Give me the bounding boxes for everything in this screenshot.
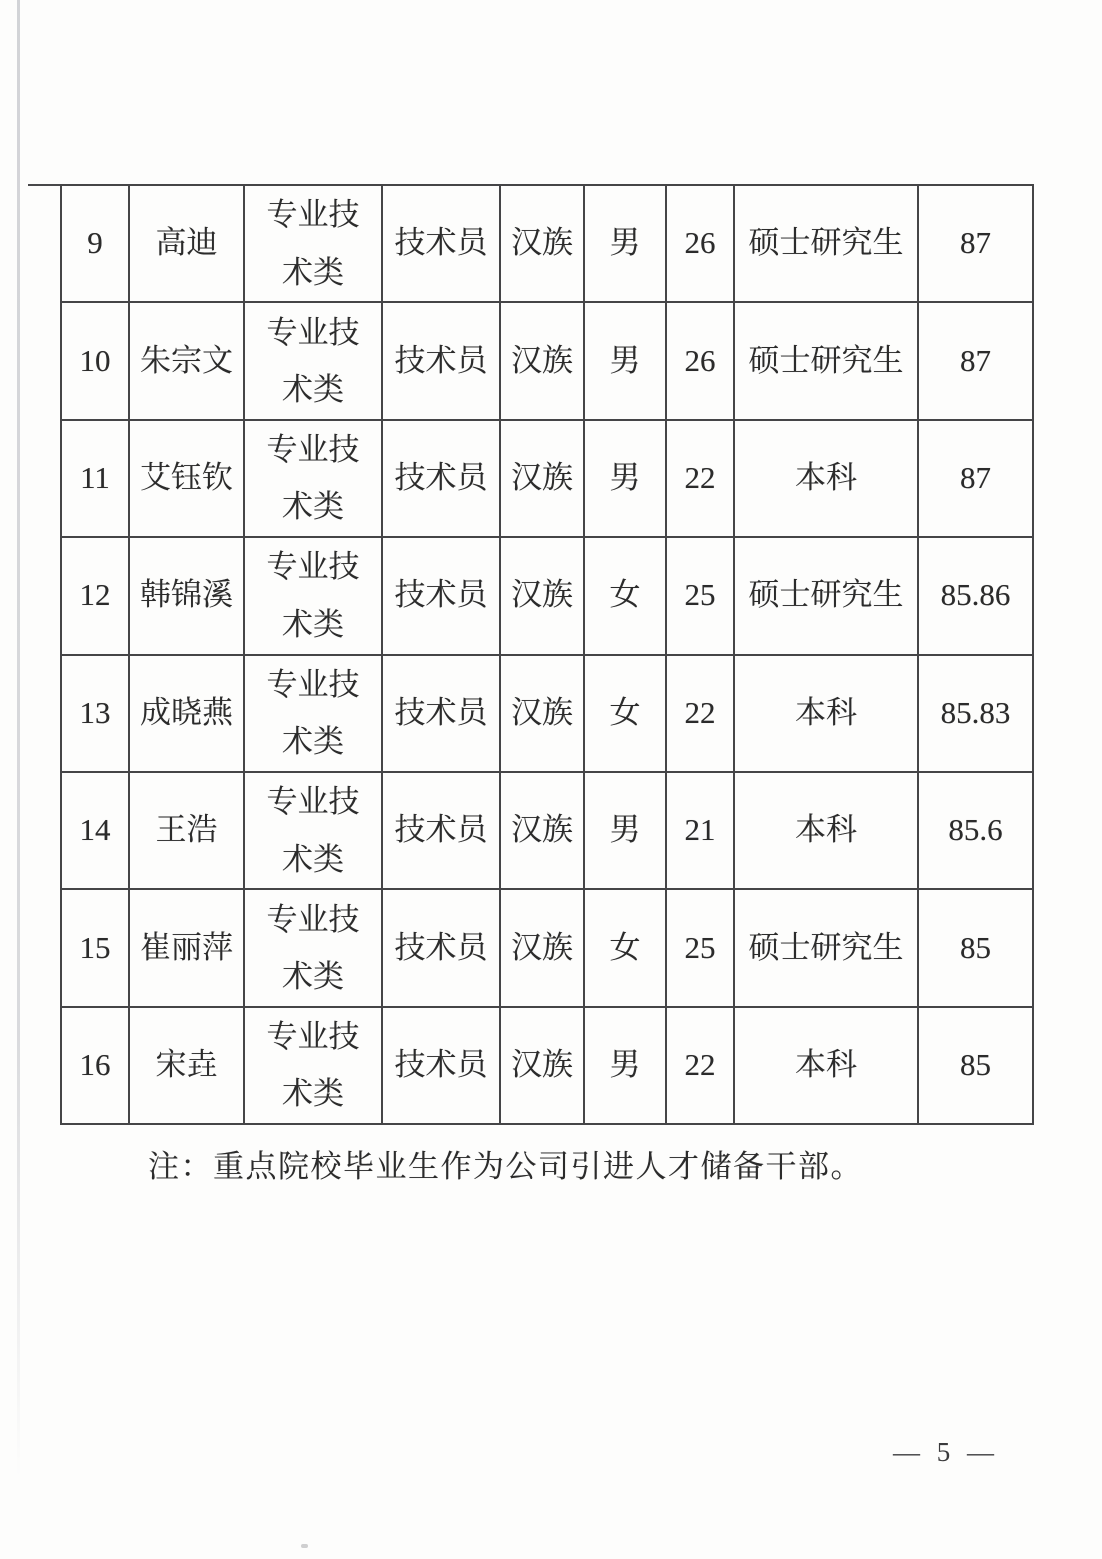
cell-category-text: 专业技术类 (266, 549, 360, 642)
cell-education: 硕士研究生 (734, 302, 918, 419)
cell-gender: 女 (584, 889, 666, 1006)
cell-age: 25 (666, 889, 734, 1006)
cell-ethnicity: 汉族 (500, 537, 584, 654)
cell-score: 87 (918, 420, 1033, 537)
cell-category-text: 专业技术类 (266, 432, 360, 525)
cell-category (244, 655, 382, 772)
table-row (61, 655, 1033, 772)
cell-name: 艾钰钦 (129, 420, 244, 537)
cell-education: 硕士研究生 (734, 889, 918, 1006)
cell-gender: 男 (584, 185, 666, 302)
scan-artifact-line (17, 0, 20, 1478)
cell-ethnicity: 汉族 (500, 420, 584, 537)
cell-category-text: 专业技术类 (266, 314, 360, 408)
cell-category (244, 420, 382, 537)
cell-ethnicity: 汉族 (500, 772, 584, 889)
table-row (61, 302, 1033, 419)
cell-category-text: 专业技术类 (266, 784, 360, 877)
cell-category (244, 889, 382, 1006)
cell-ethnicity: 汉族 (500, 1007, 584, 1124)
cell-gender: 男 (584, 302, 666, 419)
cell-serial-number: 10 (61, 302, 129, 419)
cell-category (244, 772, 382, 889)
cell-category (244, 185, 382, 302)
footnote: 注：重点院校毕业生作为公司引进人才储备干部。 (148, 1149, 863, 1184)
cell-age: 22 (666, 655, 734, 772)
cell-ethnicity: 汉族 (500, 302, 584, 419)
cell-score: 85 (918, 1007, 1033, 1124)
scan-speck (301, 1544, 308, 1548)
cell-age: 21 (666, 772, 734, 889)
cell-education: 硕士研究生 (734, 185, 918, 302)
cell-gender: 女 (584, 655, 666, 772)
cell-name: 宋垚 (129, 1007, 244, 1124)
cell-serial-number: 16 (61, 1007, 129, 1124)
cell-education: 本科 (734, 772, 918, 889)
cell-name: 崔丽萍 (129, 889, 244, 1006)
cell-education: 本科 (734, 420, 918, 537)
cell-category-text: 专业技术类 (266, 666, 360, 760)
cell-gender: 男 (584, 420, 666, 537)
cell-ethnicity: 汉族 (500, 185, 584, 302)
cell-serial-number: 15 (61, 889, 129, 1006)
cell-ethnicity: 汉族 (500, 889, 584, 1006)
cell-category-text: 专业技术类 (266, 901, 360, 994)
cell-education: 本科 (734, 1007, 918, 1124)
cell-education: 本科 (734, 655, 918, 772)
cell-position: 技术员 (382, 420, 500, 537)
cell-serial-number: 11 (61, 420, 129, 537)
cell-education: 硕士研究生 (734, 537, 918, 654)
cell-score: 85 (918, 889, 1033, 1006)
table-row (61, 420, 1033, 537)
table-row (61, 889, 1033, 1006)
cell-name: 韩锦溪 (129, 537, 244, 654)
table-row (61, 772, 1033, 889)
cell-gender: 女 (584, 537, 666, 654)
page-number: — 5 — (893, 1437, 999, 1467)
cell-age: 22 (666, 1007, 734, 1124)
cell-serial-number: 14 (61, 772, 129, 889)
table-row (61, 537, 1033, 654)
table-row (61, 185, 1033, 302)
cell-age: 22 (666, 420, 734, 537)
cell-name: 高迪 (129, 185, 244, 302)
cell-score: 85.6 (918, 772, 1033, 889)
cell-score: 85.86 (918, 537, 1033, 654)
cell-position: 技术员 (382, 537, 500, 654)
cell-position: 技术员 (382, 185, 500, 302)
cell-score: 87 (918, 302, 1033, 419)
cell-ethnicity: 汉族 (500, 655, 584, 772)
cell-gender: 男 (584, 772, 666, 889)
cell-position: 技术员 (382, 889, 500, 1006)
table-row (61, 1007, 1033, 1124)
cell-gender: 男 (584, 1007, 666, 1124)
cell-category (244, 302, 382, 419)
cell-category-text: 专业技术类 (266, 197, 360, 290)
cell-position: 技术员 (382, 655, 500, 772)
cell-age: 26 (666, 185, 734, 302)
cell-position: 技术员 (382, 302, 500, 419)
cell-category (244, 537, 382, 654)
cell-category (244, 1007, 382, 1124)
cell-name: 朱宗文 (129, 302, 244, 419)
cell-serial-number: 12 (61, 537, 129, 654)
cell-serial-number: 13 (61, 655, 129, 772)
cell-position: 技术员 (382, 772, 500, 889)
cell-position: 技术员 (382, 1007, 500, 1124)
personnel-table (60, 184, 1034, 1125)
cell-score: 87 (918, 185, 1033, 302)
cell-name: 王浩 (129, 772, 244, 889)
cell-name: 成晓燕 (129, 655, 244, 772)
cell-age: 25 (666, 537, 734, 654)
cell-category-text: 专业技术类 (266, 1018, 360, 1112)
cell-score: 85.83 (918, 655, 1033, 772)
cell-serial-number: 9 (61, 185, 129, 302)
cell-age: 26 (666, 302, 734, 419)
